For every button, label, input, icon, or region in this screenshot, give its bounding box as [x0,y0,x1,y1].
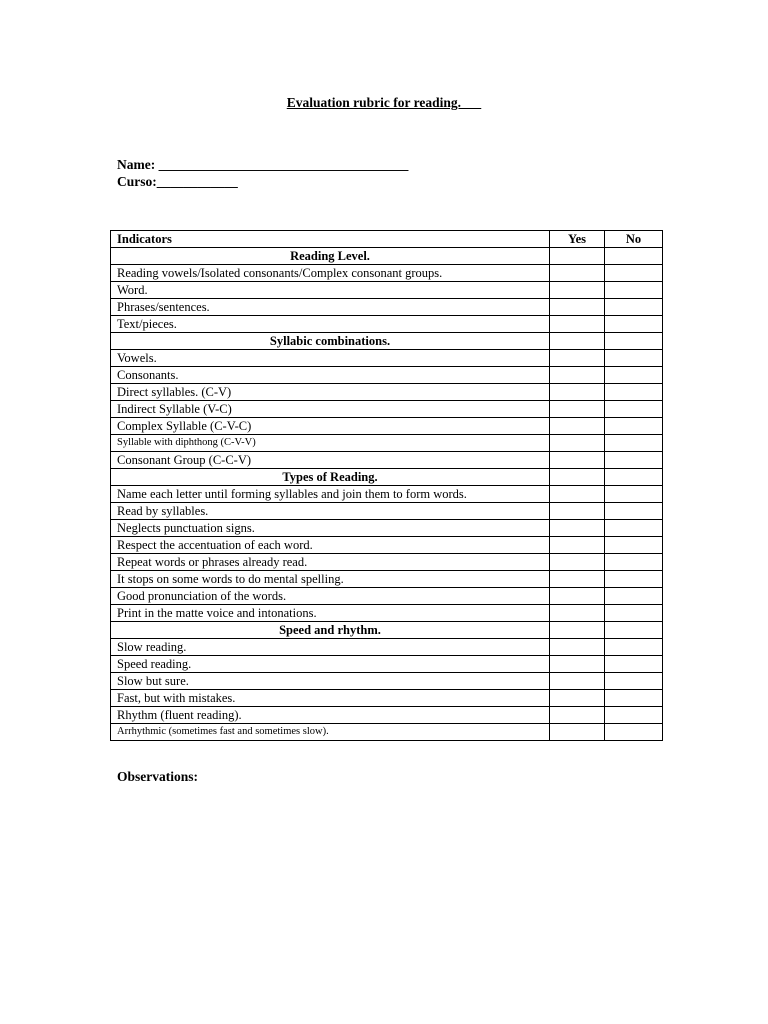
yes-checkbox-cell[interactable] [550,282,605,299]
rubric-table [110,230,663,741]
indicator-row [111,656,663,673]
yes-checkbox-cell[interactable] [550,588,605,605]
yes-checkbox-cell[interactable] [550,452,605,469]
indicator-label: Print in the matte voice and intonations. [111,605,550,622]
indicator-label: Respect the accentuation of each word. [111,537,550,554]
indicator-label: Rhythm (fluent reading). [111,707,550,724]
no-checkbox-cell[interactable] [605,435,663,452]
indicator-row [111,690,663,707]
indicator-label: It stops on some words to do mental spelling. [111,571,550,588]
no-checkbox-cell[interactable] [605,486,663,503]
indicator-row [111,350,663,367]
section-title: Speed and rhythm. [111,622,550,639]
section-header-row [111,622,663,639]
indicator-label: Slow but sure. [111,673,550,690]
indicator-label: Vowels. [111,350,550,367]
indicator-label: Repeat words or phrases already read. [111,554,550,571]
yes-checkbox-cell[interactable] [550,605,605,622]
yes-checkbox-cell[interactable] [550,673,605,690]
indicator-row [111,384,663,401]
section-yes-cell [550,333,605,350]
curso-field: Curso:____________ [117,174,238,189]
indicator-row [111,316,663,333]
section-yes-cell [550,469,605,486]
indicator-label: Neglects punctuation signs. [111,520,550,537]
indicator-row [111,418,663,435]
yes-checkbox-cell[interactable] [550,350,605,367]
indicator-label: Reading vowels/Isolated consonants/Complex consonant groups. [111,265,550,282]
no-checkbox-cell[interactable] [605,384,663,401]
indicator-row [111,503,663,520]
section-no-cell [605,248,663,265]
indicator-label: Direct syllables. (C-V) [111,384,550,401]
indicator-row [111,724,663,741]
indicator-row [111,588,663,605]
indicator-row [111,707,663,724]
indicator-row [111,605,663,622]
indicator-label: Fast, but with mistakes. [111,690,550,707]
section-title: Syllabic combinations. [111,333,550,350]
indicator-label: Consonants. [111,367,550,384]
yes-checkbox-cell[interactable] [550,265,605,282]
indicator-row [111,367,663,384]
no-checkbox-cell[interactable] [605,503,663,520]
no-checkbox-cell[interactable] [605,316,663,333]
indicator-row [111,486,663,503]
indicator-label: Read by syllables. [111,503,550,520]
indicator-label: Indirect Syllable (V-C) [111,401,550,418]
section-no-cell [605,333,663,350]
section-title: Reading Level. [111,248,550,265]
yes-checkbox-cell[interactable] [550,537,605,554]
yes-checkbox-cell[interactable] [550,724,605,741]
section-no-cell [605,622,663,639]
no-checkbox-cell[interactable] [605,520,663,537]
yes-checkbox-cell[interactable] [550,299,605,316]
indicator-row [111,435,663,452]
indicator-row [111,639,663,656]
indicator-row [111,520,663,537]
no-checkbox-cell[interactable] [605,554,663,571]
section-no-cell [605,469,663,486]
yes-checkbox-cell[interactable] [550,316,605,333]
name-field: Name: _____________________________________ [117,157,409,172]
yes-checkbox-cell[interactable] [550,554,605,571]
indicators-header: Indicators [111,231,550,248]
no-checkbox-cell[interactable] [605,299,663,316]
no-checkbox-cell[interactable] [605,707,663,724]
no-checkbox-cell[interactable] [605,367,663,384]
no-checkbox-cell[interactable] [605,452,663,469]
indicator-label: Text/pieces. [111,316,550,333]
no-checkbox-cell[interactable] [605,605,663,622]
document-title: Evaluation rubric for reading. [286,95,482,110]
section-yes-cell [550,622,605,639]
indicator-label: Syllable with diphthong (C-V-V) [111,435,550,452]
no-checkbox-cell[interactable] [605,537,663,554]
indicator-row [111,673,663,690]
indicator-label: Complex Syllable (C-V-C) [111,418,550,435]
section-title: Types of Reading. [111,469,550,486]
no-checkbox-cell[interactable] [605,282,663,299]
no-checkbox-cell[interactable] [605,673,663,690]
indicator-label: Speed reading. [111,656,550,673]
yes-checkbox-cell[interactable] [550,690,605,707]
no-checkbox-cell[interactable] [605,588,663,605]
indicator-row [111,265,663,282]
yes-header: Yes [550,231,605,248]
indicator-row [111,571,663,588]
indicator-label: Phrases/sentences. [111,299,550,316]
yes-checkbox-cell[interactable] [550,707,605,724]
indicator-label: Word. [111,282,550,299]
indicator-row [111,282,663,299]
indicator-row [111,299,663,316]
rubric-body [111,248,663,741]
section-header-row [111,333,663,350]
yes-checkbox-cell[interactable] [550,401,605,418]
section-header-row [111,248,663,265]
table-header-row [111,231,663,248]
indicator-row [111,452,663,469]
section-yes-cell [550,248,605,265]
indicator-row [111,537,663,554]
indicator-label: Consonant Group (C-C-V) [111,452,550,469]
yes-checkbox-cell[interactable] [550,486,605,503]
no-checkbox-cell[interactable] [605,690,663,707]
yes-checkbox-cell[interactable] [550,435,605,452]
no-header: No [605,231,663,248]
no-checkbox-cell[interactable] [605,401,663,418]
yes-checkbox-cell[interactable] [550,520,605,537]
section-header-row [111,469,663,486]
no-checkbox-cell[interactable] [605,639,663,656]
observations-label: Observations: [117,769,198,784]
indicator-label: Arrhythmic (sometimes fast and sometimes slow). [111,724,550,741]
indicator-label: Good pronunciation of the words. [111,588,550,605]
no-checkbox-cell[interactable] [605,656,663,673]
yes-checkbox-cell[interactable] [550,571,605,588]
yes-checkbox-cell[interactable] [550,367,605,384]
no-checkbox-cell[interactable] [605,571,663,588]
indicator-row [111,554,663,571]
no-checkbox-cell[interactable] [605,265,663,282]
no-checkbox-cell[interactable] [605,418,663,435]
indicator-label: Slow reading. [111,639,550,656]
yes-checkbox-cell[interactable] [550,656,605,673]
yes-checkbox-cell[interactable] [550,418,605,435]
no-checkbox-cell[interactable] [605,350,663,367]
yes-checkbox-cell[interactable] [550,503,605,520]
indicator-row [111,401,663,418]
no-checkbox-cell[interactable] [605,724,663,741]
yes-checkbox-cell[interactable] [550,639,605,656]
indicator-label: Name each letter until forming syllables and join them to form words. [111,486,550,503]
yes-checkbox-cell[interactable] [550,384,605,401]
